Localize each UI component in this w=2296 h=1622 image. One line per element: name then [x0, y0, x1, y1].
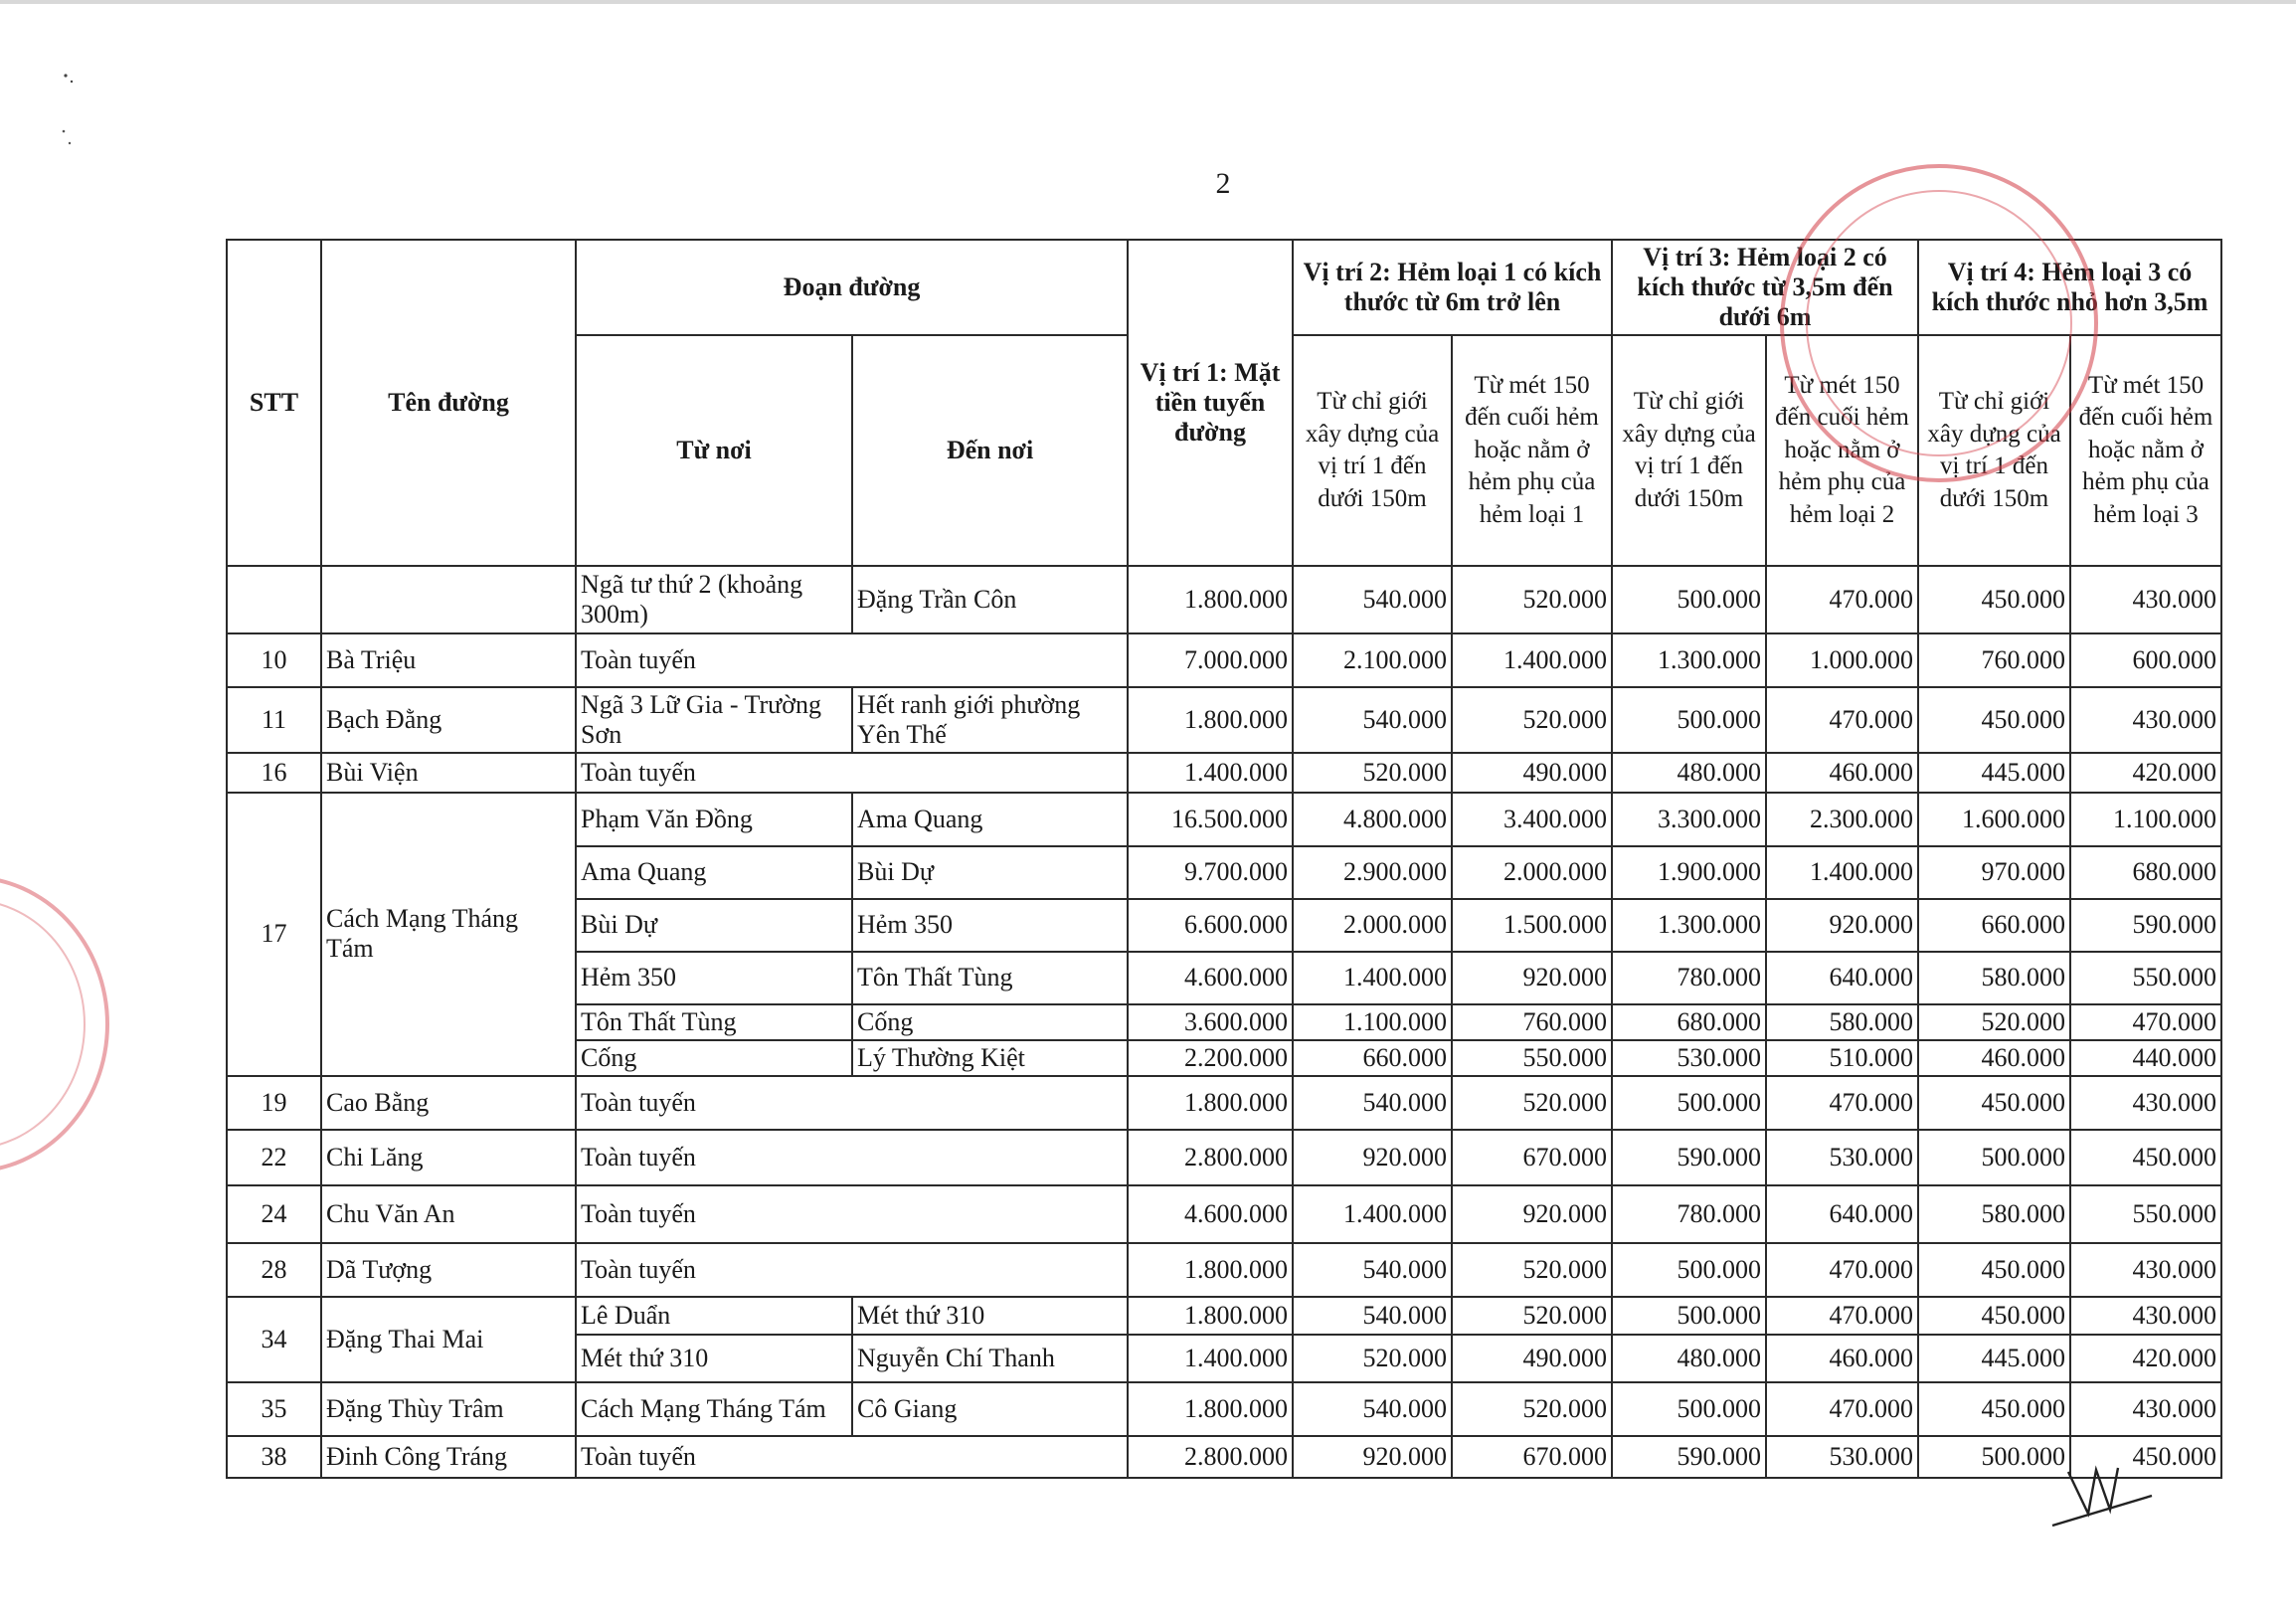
row-from: Hẻm 350: [576, 952, 852, 1004]
row-to: Hẻm 350: [852, 899, 1128, 952]
row-street-name: [321, 566, 576, 633]
header-vt3-a: Từ chỉ giới xây dựng của vị trí 1 đến dưới 150m: [1612, 335, 1766, 566]
row-v4b: 430.000: [2070, 1382, 2221, 1436]
row-v3a: 500.000: [1612, 1076, 1766, 1130]
row-street-name: Bà Triệu: [321, 633, 576, 687]
row-v4a: 460.000: [1918, 1040, 2070, 1076]
row-v3b: 530.000: [1766, 1130, 1918, 1185]
row-v2b: 520.000: [1452, 1297, 1612, 1335]
row-v3b: 640.000: [1766, 952, 1918, 1004]
row-stt: 38: [227, 1436, 321, 1478]
header-tu-noi: Từ nơi: [576, 335, 852, 566]
row-v3a: 1.300.000: [1612, 633, 1766, 687]
row-to: Hết ranh giới phường Yên Thế: [852, 687, 1128, 753]
row-v2b: 490.000: [1452, 1335, 1612, 1382]
row-street-name: Cao Bằng: [321, 1076, 576, 1130]
row-v3b: 470.000: [1766, 687, 1918, 753]
table-row: [227, 1436, 2221, 1478]
row-v3b: 460.000: [1766, 1335, 1918, 1382]
table-row: [227, 1243, 2221, 1297]
row-v4b: 450.000: [2070, 1130, 2221, 1185]
row-v3a: 530.000: [1612, 1040, 1766, 1076]
row-v3a: 500.000: [1612, 1382, 1766, 1436]
table-row: [227, 1185, 2221, 1243]
row-v4a: 970.000: [1918, 846, 2070, 899]
row-from: Toàn tuyến: [576, 1185, 1128, 1243]
table-row: [227, 633, 2221, 687]
row-v2a: 540.000: [1293, 1382, 1452, 1436]
row-v2b: 1.500.000: [1452, 899, 1612, 952]
row-v3a: 3.300.000: [1612, 793, 1766, 846]
row-street-name: Dã Tượng: [321, 1243, 576, 1297]
row-v2b: 520.000: [1452, 1243, 1612, 1297]
row-v2a: 4.800.000: [1293, 793, 1452, 846]
row-from: Cống: [576, 1040, 852, 1076]
page-number: 2: [1215, 167, 1231, 200]
row-v3a: 1.300.000: [1612, 899, 1766, 952]
row-v2b: 520.000: [1452, 1076, 1612, 1130]
row-v4b: 430.000: [2070, 687, 2221, 753]
row-street-name: Chi Lăng: [321, 1130, 576, 1185]
row-v4b: 430.000: [2070, 566, 2221, 633]
row-v2b: 520.000: [1452, 687, 1612, 753]
row-v1: 1.400.000: [1128, 753, 1293, 793]
row-from: Bùi Dự: [576, 899, 852, 952]
row-v1: 1.800.000: [1128, 1243, 1293, 1297]
header-vt3-b: Từ mét 150 đến cuối hẻm hoặc nằm ở hẻm phụ của hẻm loại 2: [1766, 335, 1918, 566]
row-to: Ama Quang: [852, 793, 1128, 846]
row-v3b: 530.000: [1766, 1436, 1918, 1478]
row-from: Toàn tuyến: [576, 1130, 1128, 1185]
row-v2b: 760.000: [1452, 1004, 1612, 1040]
table-row: [227, 753, 2221, 793]
row-v2a: 520.000: [1293, 1335, 1452, 1382]
header-den-noi: Đến nơi: [852, 335, 1128, 566]
row-v3a: 590.000: [1612, 1436, 1766, 1478]
table-row: [227, 1076, 2221, 1130]
row-v1: 2.800.000: [1128, 1436, 1293, 1478]
row-v4b: 450.000: [2070, 1436, 2221, 1478]
row-v4b: 550.000: [2070, 952, 2221, 1004]
table-row: [227, 687, 2221, 753]
row-v3a: 590.000: [1612, 1130, 1766, 1185]
row-street-name: Cách Mạng Tháng Tám: [321, 793, 576, 1076]
row-v4b: 430.000: [2070, 1243, 2221, 1297]
header-vt2-a: Từ chỉ giới xây dựng của vị trí 1 đến dưới 150m: [1293, 335, 1452, 566]
row-v3b: 470.000: [1766, 1076, 1918, 1130]
row-v2a: 1.400.000: [1293, 1185, 1452, 1243]
row-stt: 19: [227, 1076, 321, 1130]
row-v2b: 490.000: [1452, 753, 1612, 793]
row-v3a: 680.000: [1612, 1004, 1766, 1040]
row-from: Lê Duẩn: [576, 1297, 852, 1335]
row-v3b: 580.000: [1766, 1004, 1918, 1040]
row-v3b: 470.000: [1766, 1243, 1918, 1297]
row-stt: 34: [227, 1297, 321, 1382]
scan-edge: [0, 0, 2296, 4]
table-row: [227, 1297, 2221, 1335]
row-v2b: 670.000: [1452, 1130, 1612, 1185]
row-stt: 17: [227, 793, 321, 1076]
row-v4a: 450.000: [1918, 1243, 2070, 1297]
row-v4a: 660.000: [1918, 899, 2070, 952]
row-v2a: 920.000: [1293, 1436, 1452, 1478]
row-from: Phạm Văn Đồng: [576, 793, 852, 846]
row-stt: [227, 566, 321, 633]
row-v4b: 420.000: [2070, 1335, 2221, 1382]
row-v2a: 540.000: [1293, 1297, 1452, 1335]
row-v4a: 520.000: [1918, 1004, 2070, 1040]
row-v1: 1.400.000: [1128, 1335, 1293, 1382]
row-v3a: 1.900.000: [1612, 846, 1766, 899]
row-v4a: 450.000: [1918, 1297, 2070, 1335]
row-v1: 6.600.000: [1128, 899, 1293, 952]
row-street-name: Bạch Đằng: [321, 687, 576, 753]
row-v2b: 1.400.000: [1452, 633, 1612, 687]
row-v4a: 445.000: [1918, 1335, 2070, 1382]
row-v3a: 780.000: [1612, 952, 1766, 1004]
row-v2b: 550.000: [1452, 1040, 1612, 1076]
row-v3b: 1.000.000: [1766, 633, 1918, 687]
row-street-name: Bùi Viện: [321, 753, 576, 793]
table-row: [227, 566, 2221, 633]
row-street-name: Đặng Thai Mai: [321, 1297, 576, 1382]
row-v2a: 2.900.000: [1293, 846, 1452, 899]
row-v2b: 2.000.000: [1452, 846, 1612, 899]
row-v2a: 1.100.000: [1293, 1004, 1452, 1040]
row-from: Cách Mạng Tháng Tám: [576, 1382, 852, 1436]
row-v1: 1.800.000: [1128, 1297, 1293, 1335]
header-doan-duong: Đoạn đường: [576, 240, 1128, 335]
row-v4a: 760.000: [1918, 633, 2070, 687]
row-stt: 16: [227, 753, 321, 793]
header-vt4-a: Từ chỉ giới xây dựng của vị trí 1 đến dưới 150m: [1918, 335, 2070, 566]
row-to: Tôn Thất Tùng: [852, 952, 1128, 1004]
header-stt: STT: [227, 240, 321, 566]
row-v3a: 500.000: [1612, 1297, 1766, 1335]
row-v2a: 540.000: [1293, 687, 1452, 753]
header-vi-tri-3: Vị trí 3: Hẻm loại 2 có kích thước từ 3,5m đến dưới 6m: [1612, 240, 1918, 335]
header-vt2-b: Từ mét 150 đến cuối hẻm hoặc nằm ở hẻm phụ của hẻm loại 1: [1452, 335, 1612, 566]
row-from: Tôn Thất Tùng: [576, 1004, 852, 1040]
header-vi-tri-1: Vị trí 1: Mặt tiền tuyến đường: [1128, 240, 1293, 566]
row-from: Ngã 3 Lữ Gia - Trường Sơn: [576, 687, 852, 753]
row-v4a: 580.000: [1918, 1185, 2070, 1243]
row-v2b: 920.000: [1452, 952, 1612, 1004]
row-v2a: 540.000: [1293, 1076, 1452, 1130]
row-v4b: 420.000: [2070, 753, 2221, 793]
header-ten-duong: Tên đường: [321, 240, 576, 566]
row-v1: 3.600.000: [1128, 1004, 1293, 1040]
row-v2a: 1.400.000: [1293, 952, 1452, 1004]
row-from: Toàn tuyến: [576, 1243, 1128, 1297]
row-v1: 1.800.000: [1128, 1076, 1293, 1130]
row-v3a: 780.000: [1612, 1185, 1766, 1243]
row-v4b: 430.000: [2070, 1297, 2221, 1335]
row-v4b: 440.000: [2070, 1040, 2221, 1076]
row-v3b: 460.000: [1766, 753, 1918, 793]
row-to: Nguyễn Chí Thanh: [852, 1335, 1128, 1382]
row-v1: 16.500.000: [1128, 793, 1293, 846]
row-from: Toàn tuyến: [576, 633, 1128, 687]
row-v4a: 445.000: [1918, 753, 2070, 793]
row-v3b: 2.300.000: [1766, 793, 1918, 846]
row-street-name: Đinh Công Tráng: [321, 1436, 576, 1478]
row-v3b: 470.000: [1766, 566, 1918, 633]
row-v2b: 520.000: [1452, 566, 1612, 633]
row-street-name: Chu Văn An: [321, 1185, 576, 1243]
row-v4b: 1.100.000: [2070, 793, 2221, 846]
row-v4a: 450.000: [1918, 687, 2070, 753]
row-v1: 1.800.000: [1128, 1382, 1293, 1436]
row-v2b: 520.000: [1452, 1382, 1612, 1436]
scan-specks: [60, 70, 80, 149]
row-v3a: 480.000: [1612, 1335, 1766, 1382]
row-to: Đặng Trần Côn: [852, 566, 1128, 633]
row-stt: 28: [227, 1243, 321, 1297]
row-v4a: 500.000: [1918, 1436, 2070, 1478]
row-v2a: 660.000: [1293, 1040, 1452, 1076]
row-stt: 22: [227, 1130, 321, 1185]
row-v3b: 640.000: [1766, 1185, 1918, 1243]
row-to: Mét thứ 310: [852, 1297, 1128, 1335]
row-v4b: 470.000: [2070, 1004, 2221, 1040]
row-v3a: 500.000: [1612, 1243, 1766, 1297]
header-vt4-b: Từ mét 150 đến cuối hẻm hoặc nằm ở hẻm phụ của hẻm loại 3: [2070, 335, 2221, 566]
row-to: Cống: [852, 1004, 1128, 1040]
row-v4b: 600.000: [2070, 633, 2221, 687]
row-v4b: 590.000: [2070, 899, 2221, 952]
row-v3b: 510.000: [1766, 1040, 1918, 1076]
row-v3b: 1.400.000: [1766, 846, 1918, 899]
row-from: Ngã tư thứ 2 (khoảng 300m): [576, 566, 852, 633]
row-stt: 10: [227, 633, 321, 687]
table-row: [227, 1130, 2221, 1185]
row-v2b: 670.000: [1452, 1436, 1612, 1478]
header-vi-tri-4: Vị trí 4: Hẻm loại 3 có kích thước nhỏ hơn 3,5m: [1918, 240, 2221, 335]
row-v4a: 450.000: [1918, 566, 2070, 633]
table-row: [227, 793, 2221, 846]
row-street-name: Đặng Thùy Trâm: [321, 1382, 576, 1436]
header-vi-tri-2: Vị trí 2: Hẻm loại 1 có kích thước từ 6m trở lên: [1293, 240, 1612, 335]
row-v2a: 2.000.000: [1293, 899, 1452, 952]
official-seal-stamp-partial: [0, 875, 109, 1173]
row-v3a: 500.000: [1612, 687, 1766, 753]
row-v1: 4.600.000: [1128, 952, 1293, 1004]
row-v3b: 470.000: [1766, 1382, 1918, 1436]
row-v1: 4.600.000: [1128, 1185, 1293, 1243]
row-stt: 24: [227, 1185, 321, 1243]
row-v4b: 430.000: [2070, 1076, 2221, 1130]
row-v1: 2.200.000: [1128, 1040, 1293, 1076]
row-v3a: 500.000: [1612, 566, 1766, 633]
row-v1: 2.800.000: [1128, 1130, 1293, 1185]
row-stt: 11: [227, 687, 321, 753]
row-v3a: 480.000: [1612, 753, 1766, 793]
row-v2a: 540.000: [1293, 1243, 1452, 1297]
row-v4a: 500.000: [1918, 1130, 2070, 1185]
row-from: Ama Quang: [576, 846, 852, 899]
row-v1: 1.800.000: [1128, 566, 1293, 633]
row-to: Lý Thường Kiệt: [852, 1040, 1128, 1076]
row-from: Mét thứ 310: [576, 1335, 852, 1382]
row-to: Bùi Dự: [852, 846, 1128, 899]
row-v2a: 2.100.000: [1293, 633, 1452, 687]
row-v1: 7.000.000: [1128, 633, 1293, 687]
row-v2a: 540.000: [1293, 566, 1452, 633]
row-v1: 9.700.000: [1128, 846, 1293, 899]
row-v2a: 920.000: [1293, 1130, 1452, 1185]
row-v4b: 680.000: [2070, 846, 2221, 899]
row-to: Cô Giang: [852, 1382, 1128, 1436]
row-from: Toàn tuyến: [576, 1436, 1128, 1478]
row-v2b: 3.400.000: [1452, 793, 1612, 846]
land-price-table: [226, 239, 2222, 1479]
row-v1: 1.800.000: [1128, 687, 1293, 753]
row-v3b: 470.000: [1766, 1297, 1918, 1335]
row-v4a: 450.000: [1918, 1076, 2070, 1130]
row-from: Toàn tuyến: [576, 753, 1128, 793]
table-row: [227, 1382, 2221, 1436]
row-v4a: 580.000: [1918, 952, 2070, 1004]
row-v4b: 550.000: [2070, 1185, 2221, 1243]
row-v2b: 920.000: [1452, 1185, 1612, 1243]
row-from: Toàn tuyến: [576, 1076, 1128, 1130]
row-v3b: 920.000: [1766, 899, 1918, 952]
row-v4a: 450.000: [1918, 1382, 2070, 1436]
row-v2a: 520.000: [1293, 753, 1452, 793]
row-v4a: 1.600.000: [1918, 793, 2070, 846]
row-stt: 35: [227, 1382, 321, 1436]
